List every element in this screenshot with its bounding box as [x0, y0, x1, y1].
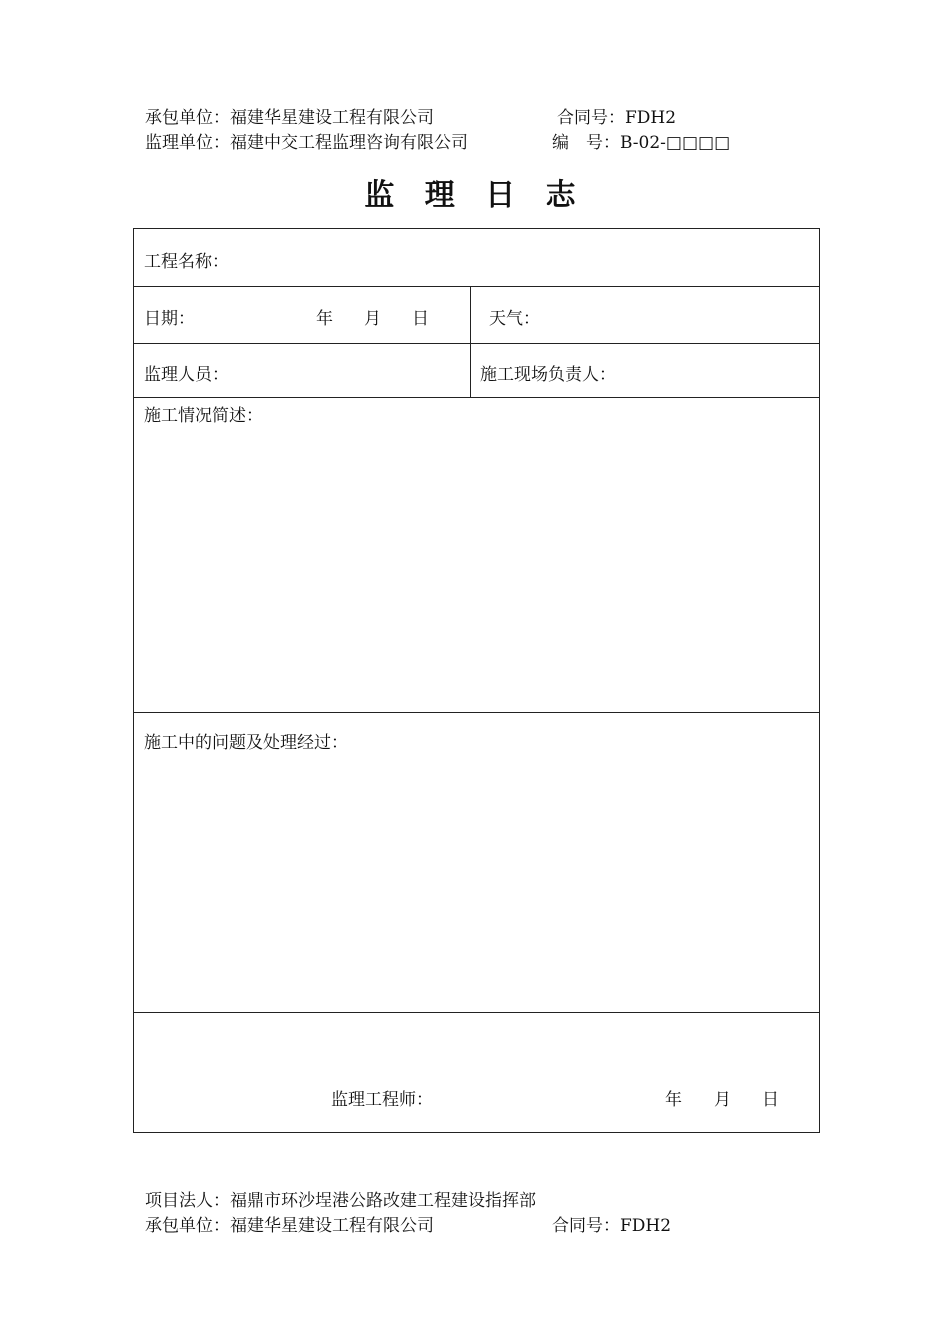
- sign-month-label: 月: [714, 1090, 731, 1110]
- issues-label: 施工中的问题及处理经过：: [144, 733, 348, 753]
- column-divider: [470, 286, 471, 397]
- contract-number: 合同号：FDH2: [557, 108, 677, 128]
- page-title: 监 理 日 志: [364, 178, 586, 213]
- engineer-label: 监理工程师：: [331, 1090, 433, 1110]
- project-owner-line: 项目法人：福鼎市环沙埕港公路改建工程建设指挥部: [145, 1191, 536, 1211]
- footer-contractor-line: 承包单位：福建华星建设工程有限公司: [145, 1216, 434, 1236]
- log-form: [133, 228, 820, 1133]
- serial-number: [552, 128, 730, 153]
- row-divider: [134, 1012, 819, 1013]
- date-day-label: 日: [412, 309, 429, 329]
- date-label: 日期：: [144, 309, 195, 329]
- contractor-line: 承包单位：福建华星建设工程有限公司: [145, 108, 434, 128]
- serial-label: 编 号：: [552, 133, 620, 153]
- row-divider: [134, 712, 819, 713]
- supervisor-staff-label: 监理人员：: [144, 365, 229, 385]
- sign-day-label: 日: [762, 1090, 779, 1110]
- serial-value: B-02-□□□□: [620, 133, 731, 153]
- row-divider: [134, 343, 819, 344]
- row-divider: [134, 286, 819, 287]
- footer-contract-number: 合同号：FDH2: [552, 1216, 672, 1236]
- construction-summary-label: 施工情况简述：: [144, 406, 263, 426]
- project-name-label: 工程名称：: [144, 252, 229, 272]
- weather-label: 天气：: [489, 309, 540, 329]
- sign-year-label: 年: [665, 1090, 682, 1110]
- date-month-label: 月: [364, 309, 381, 329]
- supervisor-line: 监理单位：福建中交工程监理咨询有限公司: [145, 133, 468, 153]
- row-divider: [134, 397, 819, 398]
- date-year-label: 年: [316, 309, 333, 329]
- site-manager-label: 施工现场负责人：: [480, 365, 616, 385]
